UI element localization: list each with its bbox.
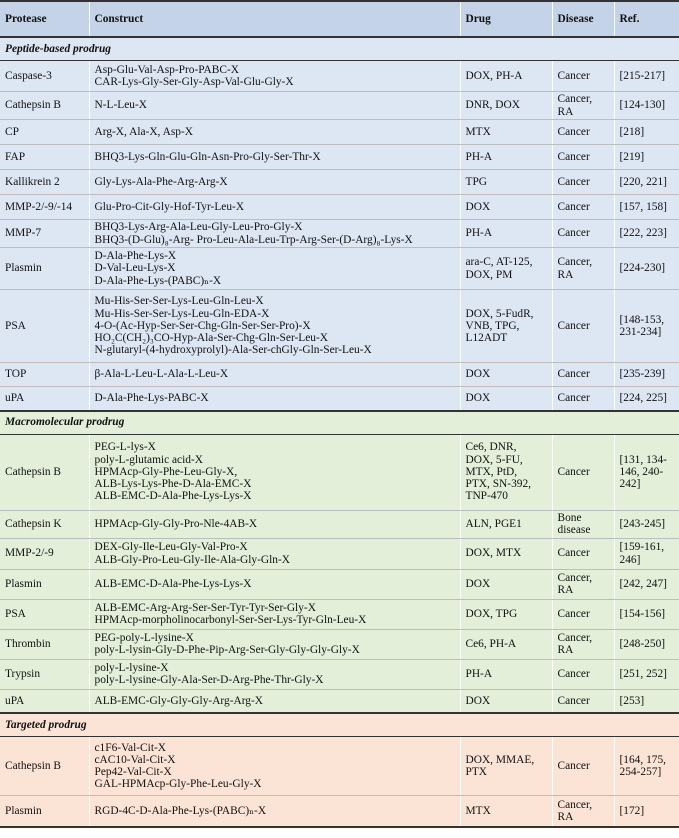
cell-protease: FAP [0,145,89,170]
cell-disease-line: Cancer [557,607,590,620]
table-row [0,61,679,92]
cell-construct-line: ALB-EMC-D-Ala-Phe-Lys-Lys-X [94,577,252,590]
cell-ref-line: 242] [619,478,641,491]
cell-disease-line: Cancer, [557,798,593,811]
table-row [0,737,679,796]
cell-drug-line: DOX [465,368,491,381]
cell-ref-line: [235-239] [619,368,666,381]
cell-construct-line: 4-O-(Ac-Hyp-Ser-Ser-Chg-Gln-Ser-Ser-Pro)-X [94,319,311,332]
cell-ref-line: [220, 221] [619,175,667,188]
table-row [0,796,679,827]
cell-protease: MMP-2/-9/-14 [0,195,89,220]
cell-disease [552,737,614,796]
cell-disease [552,61,614,92]
cell-disease-line: Cancer [557,547,590,560]
cell-ref [614,599,679,629]
cell-construct [89,629,460,659]
table-row [0,92,679,120]
cell-ref [614,120,679,145]
header-ref: Ref. [614,1,679,37]
cell-construct-line: Mu-His-Ser-Ser-Lys-Leu-Gln-EDA-X [94,307,270,320]
cell-construct-line: poly-L-lysine-Gly-Ala-Ser-D-Arg-Phe-Thr-Gly-X [94,674,324,686]
cell-drug-line: TPG [465,175,488,188]
cell-construct-line: BHQ3-Lys-Gln-Glu-Gln-Asn-Pro-Gly-Ser-Thr-X [94,150,321,163]
table-row [0,569,679,599]
section-title: Peptide-based prodrug [0,37,679,61]
cell-ref [614,510,679,538]
cell-ref-line: 246] [619,553,641,566]
cell-construct [89,689,460,713]
cell-construct [89,195,460,220]
cell-construct-line: D-Ala-Phe-Lys-(PABC)ₙ-X [94,274,222,287]
cell-drug-line: PH-A [465,227,493,240]
cell-drug-line: Ce6, PH-A [465,637,517,650]
cell-ref-line: [215-217] [619,69,666,82]
cell-drug [460,659,552,689]
cell-ref-line: [159-161, [619,541,665,554]
cell-drug-line: PTX, SN-392, [465,478,532,491]
cell-ref [614,363,679,387]
cell-protease: PSA [0,599,89,629]
cell-construct-line: N-glutaryl-(4-hydroxyprolyl)-Ala-Ser-chGly-Gln-Ser-Leu-X [94,344,372,357]
cell-disease-line: Cancer [557,694,590,707]
cell-ref [614,737,679,796]
cell-disease-line: disease [557,524,591,536]
cell-disease-line: Cancer [557,175,590,188]
table-row [0,120,679,145]
cell-disease [552,569,614,599]
cell-disease-line: Cancer, [557,93,593,106]
cell-disease-line: Cancer [557,667,590,680]
cell-disease [552,387,614,411]
cell-disease [552,538,614,569]
cell-disease-line: RA [557,268,574,281]
cell-disease [552,120,614,145]
cell-construct-line: ALB-Gly-Pro-Leu-Gly-Ile-Ala-Gly-Gln-X [94,553,290,566]
cell-construct-line: poly-L-glutamic acid-X [94,453,203,466]
cell-drug [460,120,552,145]
cell-construct [89,363,460,387]
cell-ref-line: [224, 225] [619,392,667,405]
cell-drug [460,629,552,659]
cell-construct-line: PEG-L-lys-X [94,441,156,454]
cell-construct-line: ALB-EMC-Gly-Gly-Gly-Arg-Arg-X [94,694,264,707]
header-disease: Disease [552,1,614,37]
cell-construct-line: PEG-poly-L-lysine-X [94,631,194,644]
cell-construct [89,599,460,629]
cell-protease: Thrombin [0,629,89,659]
cell-ref [614,387,679,411]
cell-disease [552,599,614,629]
cell-ref [614,220,679,248]
table-row [0,195,679,220]
cell-drug-line: MTX [465,804,491,817]
cell-construct [89,290,460,363]
cell-disease-line: Cancer [557,227,590,240]
cell-drug-line: DOX, 5-FudR, [465,307,534,320]
cell-ref-line: [157, 158] [619,200,667,213]
cell-disease [552,434,614,510]
cell-disease-line: RA [557,105,574,118]
cell-construct-line: N-L-Leu-X [94,99,147,112]
cell-ref [614,629,679,659]
cell-construct-line: HPMAcp-Gly-Gly-Pro-Nle-4AB-X [94,517,258,530]
cell-drug-line: PTX [465,766,488,778]
cell-drug-line: ALN, PGE1 [465,517,522,530]
header-protease: Protease [0,1,89,37]
cell-ref [614,61,679,92]
cell-drug [460,599,552,629]
cell-construct [89,248,460,290]
cell-construct [89,145,460,170]
cell-drug [460,220,552,248]
cell-drug-line: PH-A [465,667,493,680]
cell-drug-line: PH-A [465,150,493,163]
cell-disease [552,290,614,363]
cell-construct-line: BHQ3-Lys-Arg-Ala-Leu-Gly-Leu-Pro-Gly-X [94,221,303,234]
cell-disease-line: Cancer [557,392,590,405]
table-row [0,659,679,689]
table-row [0,220,679,248]
cell-construct-line: BHQ3-(D-Glu)₈-Arg- Pro-Leu-Ala-Leu-Trp-Arg-Ser-(D-Arg)₈-Lys-X [94,233,413,246]
cell-drug-line: DOX, TPG [465,607,518,620]
cell-ref-line: 146, 240- [619,465,664,478]
cell-disease-line: Cancer [557,465,590,478]
cell-drug-line: DOX, PM [465,268,513,281]
cell-disease [552,170,614,195]
section-row [0,411,679,435]
cell-drug [460,796,552,827]
cell-disease [552,92,614,120]
table-row [0,145,679,170]
cell-ref [614,434,679,510]
cell-construct [89,220,460,248]
cell-protease: Cathepsin B [0,434,89,510]
cell-construct-line: ALB-EMC-Arg-Arg-Ser-Ser-Tyr-Tyr-Ser-Gly-X [94,601,316,614]
cell-construct [89,569,460,599]
section-title: Macromolecular prodrug [0,411,679,435]
table-row [0,510,679,538]
cell-construct-line: ALB-Lys-Lys-Phe-D-Ala-EMC-X [94,478,252,491]
cell-construct-line: CAR-Lys-Gly-Ser-Gly-Asp-Val-Glu-Gly-X [94,76,294,88]
cell-disease [552,510,614,538]
cell-ref-line: [164, 175, [619,753,667,766]
cell-drug [460,737,552,796]
cell-ref [614,689,679,713]
cell-drug [460,689,552,713]
cell-drug [460,61,552,92]
cell-protease: PSA [0,290,89,363]
cell-ref [614,170,679,195]
cell-drug-line: DNR, DOX [465,99,520,112]
cell-disease-line: RA [557,584,574,596]
cell-disease-line: Cancer [557,368,590,381]
cell-drug [460,510,552,538]
table-row [0,629,679,659]
cell-protease: Kallikrein 2 [0,170,89,195]
table-body [0,37,679,827]
cell-disease [552,796,614,827]
table-row [0,290,679,363]
cell-construct [89,659,460,689]
cell-drug-line: DOX, MTX [465,547,522,560]
cell-construct-line: cAC10-Val-Cit-X [94,753,176,766]
cell-disease-line: Cancer, [557,571,593,584]
cell-ref-line: [248-250] [619,637,666,650]
cell-construct-line: poly-L-lysine-X [94,661,169,674]
cell-protease: Cathepsin B [0,737,89,796]
cell-ref-line: [253] [619,694,645,707]
cell-construct-line: Glu-Pro-Cit-Gly-Hof-Tyr-Leu-X [94,200,245,213]
cell-construct [89,737,460,796]
cell-ref-line: 231-234] [619,326,662,338]
cell-ref [614,538,679,569]
cell-construct-line: Mu-His-Ser-Ser-Lys-Leu-Gln-Leu-X [94,295,264,308]
cell-protease: MMP-7 [0,220,89,248]
cell-construct-line: poly-L-lysin-Gly-D-Phe-Pip-Arg-Ser-Gly-Gly-Gly-Gly-X [94,644,360,656]
cell-drug-line: DOX, PH-A [465,69,523,82]
cell-drug-line: ara-C, AT-125, [465,256,533,269]
cell-protease: Plasmin [0,248,89,290]
cell-construct-line: Gly-Lys-Ala-Phe-Arg-Arg-X [94,175,228,188]
cell-disease-line: Cancer [557,200,590,213]
cell-construct [89,120,460,145]
cell-drug [460,434,552,510]
cell-protease: Plasmin [0,569,89,599]
table-row [0,248,679,290]
cell-construct-line: Asp-Glu-Val-Asp-Pro-PABC-X [94,63,239,76]
cell-protease: Plasmin [0,796,89,827]
table-row [0,363,679,387]
cell-disease [552,220,614,248]
cell-ref-line: [154-156] [619,607,666,620]
cell-disease [552,629,614,659]
cell-construct-line: D-Ala-Phe-Lys-PABC-X [94,392,209,405]
table-row [0,387,679,411]
cell-disease-line: Cancer [557,759,590,772]
cell-disease [552,659,614,689]
cell-protease: Caspase-3 [0,61,89,92]
cell-ref-line: [243-245] [619,517,666,530]
cell-construct-line: HPMAcp-morpholinocarbonyl-Ser-Ser-Lys-Tyr-Gln-Leu-X [94,614,367,626]
cell-drug [460,290,552,363]
cell-disease-line: Cancer [557,319,590,332]
cell-drug [460,170,552,195]
cell-protease: uPA [0,689,89,713]
cell-disease-line: Bone [557,511,582,524]
cell-drug-line: DOX [465,392,491,405]
section-row [0,37,679,61]
cell-construct [89,170,460,195]
cell-drug [460,363,552,387]
cell-construct [89,510,460,538]
table-row [0,538,679,569]
table-row [0,434,679,510]
table-row [0,599,679,629]
cell-ref [614,569,679,599]
cell-ref-line: [222, 223] [619,227,667,240]
cell-drug-line: DOX, 5-FU, [465,453,523,466]
cell-construct-line: Arg-X, Ala-X, Asp-X [94,125,193,138]
cell-disease-line: Cancer, [557,631,593,644]
cell-drug-line: DOX, MMAE, [465,753,535,766]
cell-drug-line: VNB, TPG, [465,319,520,332]
cell-ref-line: [148-153, [619,313,665,326]
cell-drug-line: L12ADT [465,332,508,345]
cell-construct-line: GAL-HPMAcp-Gly-Phe-Leu-Gly-X [94,778,262,791]
cell-construct-line: Pep42-Val-Cit-X [94,766,172,778]
cell-drug [460,387,552,411]
cell-ref-line: [242, 247] [619,577,667,590]
table-row [0,170,679,195]
cell-drug [460,145,552,170]
cell-ref [614,796,679,827]
cell-ref-line: [124-130] [619,99,666,112]
cell-disease [552,195,614,220]
cell-drug [460,195,552,220]
cell-protease: CP [0,120,89,145]
header-row [0,1,679,37]
cell-construct-line: HO₂C(CH₂)₃CO-Hyp-Ala-Ser-Chg-Gln-Ser-Leu-X [94,332,329,345]
cell-construct-line: β-Ala-L-Leu-L-Ala-L-Leu-X [94,368,229,381]
cell-disease [552,363,614,387]
cell-drug-line: DOX [465,694,491,707]
cell-disease [552,145,614,170]
cell-construct-line: DEX-Gly-Ile-Leu-Gly-Val-Pro-X [94,541,248,554]
cell-construct-line: RGD-4C-D-Ala-Phe-Lys-(PABC)ₙ-X [94,804,267,817]
cell-drug [460,92,552,120]
cell-ref-line: [131, 134- [619,453,667,466]
cell-construct [89,796,460,827]
cell-drug [460,569,552,599]
cell-protease: uPA [0,387,89,411]
cell-protease: Trypsin [0,659,89,689]
cell-construct [89,92,460,120]
cell-protease: Cathepsin B [0,92,89,120]
cell-construct-line: c1F6-Val-Cit-X [94,741,166,754]
cell-disease-line: Cancer [557,150,590,163]
cell-drug-line: MTX [465,125,491,138]
cell-construct-line: ALB-EMC-D-Ala-Phe-Lys-Lys-X [94,490,252,503]
cell-ref [614,248,679,290]
cell-protease: TOP [0,363,89,387]
cell-disease [552,689,614,713]
cell-drug-line: MTX, PtD, [465,465,518,478]
cell-construct [89,387,460,411]
cell-construct-line: HPMAcp-Gly-Phe-Leu-Gly-X, [94,465,238,478]
cell-ref [614,195,679,220]
cell-construct-line: D-Val-Leu-Lys-X [94,262,176,275]
cell-ref-line: [172] [619,804,645,817]
cell-disease [552,248,614,290]
cell-protease: Cathepsin K [0,510,89,538]
cell-disease-line: Cancer [557,125,590,138]
cell-protease: MMP-2/-9 [0,538,89,569]
section-title: Targeted prodrug [0,713,679,737]
cell-ref-line: [224-230] [619,262,666,275]
cell-drug-line: DOX [465,200,491,213]
cell-drug [460,538,552,569]
cell-construct-line: D-Ala-Phe-Lys-X [94,250,177,263]
cell-ref [614,145,679,170]
cell-disease-line: RA [557,644,574,656]
cell-ref [614,290,679,363]
cell-construct [89,61,460,92]
cell-drug-line: TNP-470 [465,490,508,503]
cell-disease-line: Cancer [557,69,590,82]
cell-drug-line: Ce6, DNR, [465,441,517,454]
cell-drug [460,248,552,290]
cell-ref [614,659,679,689]
cell-disease-line: RA [557,810,574,823]
cell-ref [614,92,679,120]
header-construct: Construct [89,1,460,37]
section-row [0,713,679,737]
cell-construct [89,434,460,510]
cell-ref-line: [219] [619,150,645,163]
cell-construct [89,538,460,569]
header-drug: Drug [460,1,552,37]
cell-ref-line: 254-257] [619,766,662,778]
table-row [0,689,679,713]
cell-ref-line: [251, 252] [619,667,667,680]
cell-ref-line: [218] [619,125,645,138]
cell-drug-line: DOX [465,577,491,590]
cell-disease-line: Cancer, [557,256,593,269]
